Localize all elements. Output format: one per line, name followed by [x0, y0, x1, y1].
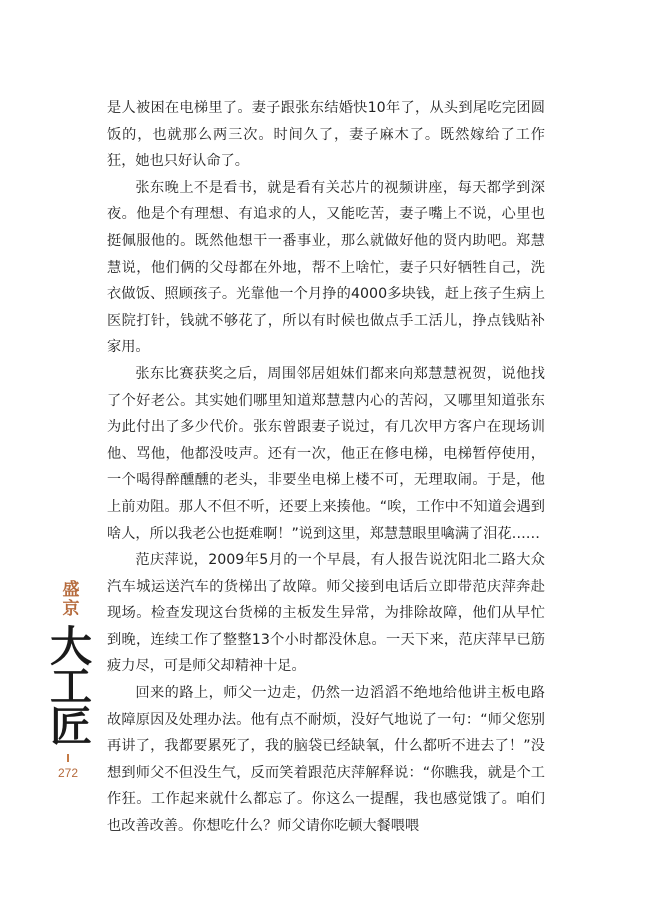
page-number-dash [67, 754, 69, 762]
paragraph-4: 范庆萍说，2009年5月的一个早晨，有人报告说沈阳北二路大众汽车城运送汽车的货梯出了故障。师父接到电话后立即带范庆萍奔赴现场。检查发现这台货梯的主板发生异常，为排除故障，他们从早忙到晚，连续工作了整整13个小时都没休息。一天下来，范庆萍早已筋疲力尽，可是师父却精神十足。 [107, 552, 545, 675]
book-title-sidebar [40, 580, 96, 780]
paragraph-5: 回来的路上，师父一边走，仍然一边滔滔不绝地给他讲主板电路故障原因及处理办法。他有点不耐烦，没好气地说了一句：“师父您别再讲了，我都要累死了，我的脑袋已经缺氧，什么都听不进去了！”没想到师父不但没生气，反而笑着跟范庆萍解释说：“你瞧我，就是个工作狂。工作起来就什么都忘了。你这么一提醒，我也感觉饿了。咱们也改善改善。你想吃什么？师父请你吃顿大餐喂喂 [107, 685, 545, 835]
paragraph-3: 张东比赛获奖之后，周围邻居姐妹们都来向郑慧慧祝贺，说他找了个好老公。其实她们哪里知道郑慧慧内心的苦闷，又哪里知道张东为此付出了多少代价。张东曾跟妻子说过，有几次甲方客户在现场训他、骂他，他都没吱声。还有一次，他正在修电梯，电梯暂停使用，一个喝得醉醺醺的老头，非要坐电梯上楼不可，无理取闹。于是，他上前劝阻。那人不但不听，还要上来揍他。“唉，工作中不知道会遇到啥人，所以我老公也挺难啊！”说到这里，郑慧慧眼里噙满了泪花…… [107, 365, 545, 542]
book-title-calligraphy: 大工匠 [44, 624, 93, 744]
body-text [107, 95, 545, 840]
paragraph-2: 张东晚上不是看书，就是看有关芯片的视频讲座，每天都学到深夜。他是个有理想、有追求的人，又能吃苦，妻子嘴上不说，心里也挺佩服他的。既然他想干一番事业，那么就做好他的贤内助吧。郑慧慧说，他们俩的父母都在外地，帮不上啥忙，妻子只好牺牲自己，洗衣做饭、照顾孩子。光靠他一个月挣的4000多块钱，赶上孩子生病上医院打针，钱就不够花了，所以有时候也做点手工活儿，挣点钱贴补家用。 [107, 179, 545, 356]
series-label: 盛京 [58, 580, 79, 618]
page-number: 272 [57, 766, 79, 780]
paragraph-1: 是人被困在电梯里了。妻子跟张东结婚快10年了，从头到尾吃完团圆饭的，也就那么两三次。时间久了，妻子麻木了。既然嫁给了工作狂，她也只好认命了。 [107, 100, 545, 170]
